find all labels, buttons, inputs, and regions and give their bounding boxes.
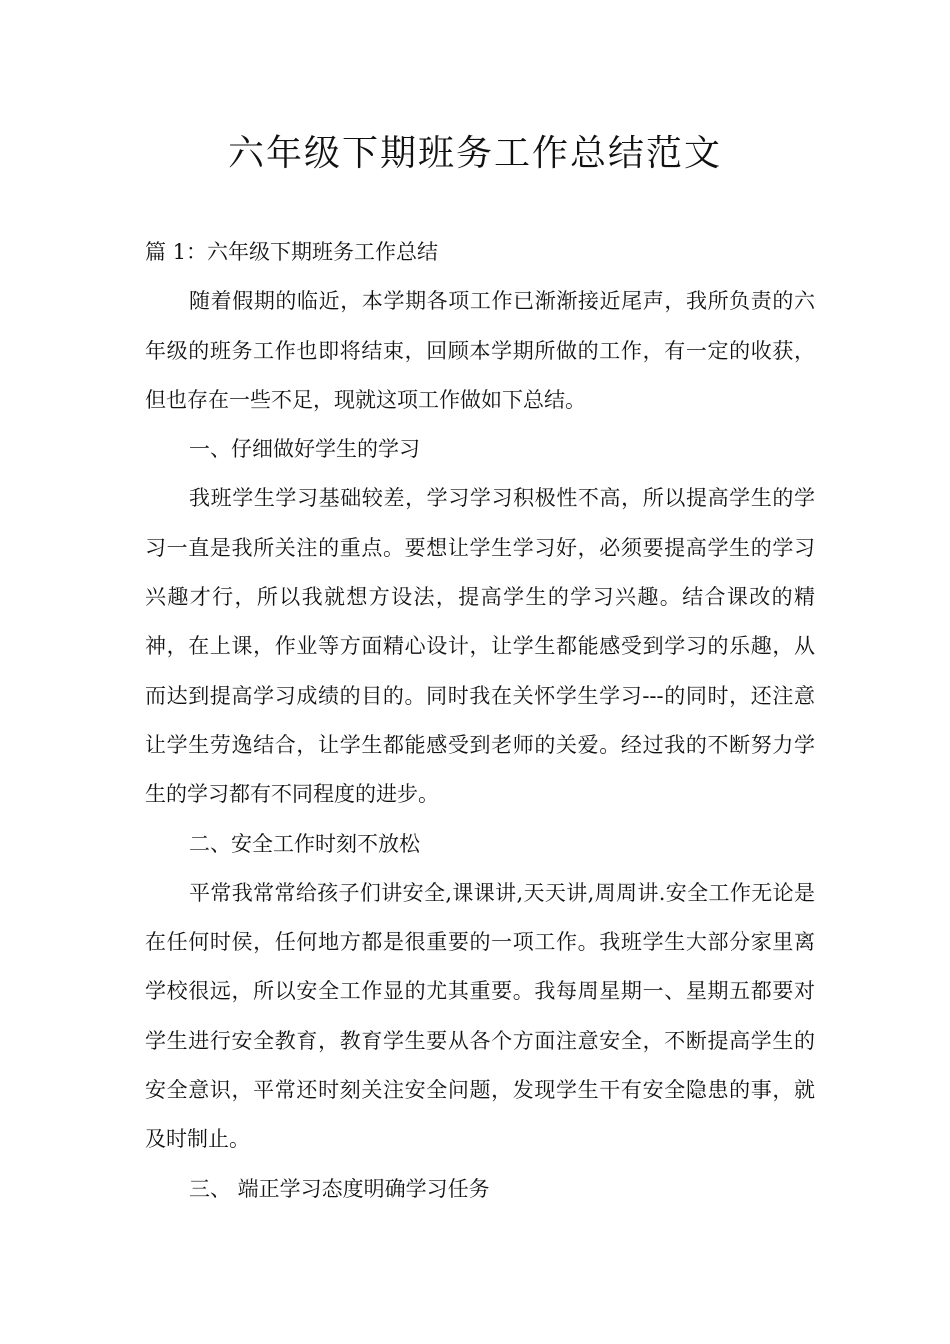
section-heading-study: 一、仔细做好学生的学习 — [189, 437, 420, 462]
study-paragraph: 我班学生学习基础较差，学习学习积极性不高，所以提高学生的学习一直是我所关注的重点。要想让学生学习好，必须要提高学生的学习兴趣才行，所以我就想方设法，提高学生的学习兴趣。结合课改的精神，在上课，作业等方面精心设计，让学生都能感受到学习的乐趣，从而达到提高学习成绩的目的。同时我在关怀学生学习---的同时，还注意让学生劳逸结合，让学生都能感受到老师的关爱。经过我的不断努力学生的学习都有不同程度的进步。 — [145, 486, 815, 807]
document-title: 六年级下期班务工作总结范文 — [227, 133, 722, 174]
section-heading-safety: 二、安全工作时刻不放松 — [189, 831, 420, 856]
section-heading-attitude: 三、 端正学习态度明确学习任务 — [189, 1176, 490, 1201]
intro-paragraph: 随着假期的临近，本学期各项工作已渐渐接近尾声，我所负责的六年级的班务工作也即将结束，回顾本学期所做的工作，有一定的收获，但也存在一些不足，现就这项工作做如下总结。 — [145, 289, 815, 412]
document-body — [145, 228, 815, 1214]
section-heading-part1: 篇 1：六年级下期班务工作总结 — [145, 240, 439, 264]
safety-paragraph: 平常我常常给孩子们讲安全,课课讲,天天讲,周周讲.安全工作无论是在任何时侯，任何地方都是很重要的一项工作。我班学生大部分家里离学校很远，所以安全工作显的尤其重要。我每周星期一、星期五都要对学生进行安全教育，教育学生要从各个方面注意安全，不断提高学生的安全意识，平常还时刻关注安全问题，发现学生干有安全隐患的事，就及时制止。 — [145, 880, 815, 1152]
